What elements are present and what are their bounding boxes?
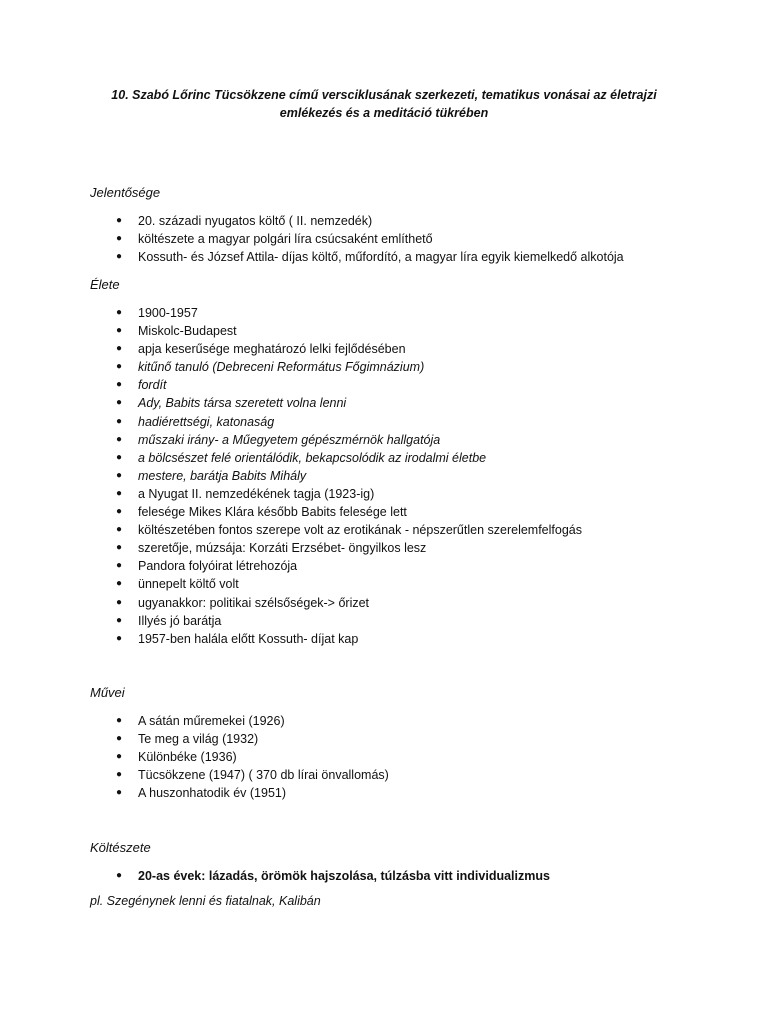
section-heading-muvei: Művei [90, 685, 125, 700]
list-item: ● Illyés jó barátja [0, 612, 582, 630]
list-item: ● kitűnő tanuló (Debreceni Református Főgimnázium) [0, 358, 582, 376]
list-item: ● 20. századi nyugatos költő ( II. nemzedék) [0, 212, 624, 230]
bullet-icon: ● [116, 787, 123, 799]
list-item: ● költészetében fontos szerepe volt az erotikának - népszerűtlen szerelemfelfogás [0, 521, 582, 539]
list-item: ● A sátán műremekei (1926) [0, 712, 389, 730]
bullet-icon: ● [116, 506, 123, 518]
bullet-icon: ● [116, 251, 123, 263]
bullet-icon: ● [116, 614, 123, 626]
section-heading-elete: Élete [90, 277, 120, 292]
bullet-icon: ● [116, 469, 123, 481]
bullet-icon: ● [116, 233, 123, 245]
bullet-icon: ● [116, 542, 123, 554]
list-item: ● ugyanakkor: politikai szélsőségek-> őrizet [0, 594, 582, 612]
bullet-icon: ● [116, 524, 123, 536]
bullet-icon: ● [116, 397, 123, 409]
title-line-2: emlékezés és a meditáció tükrében [279, 106, 489, 120]
bullet-icon: ● [116, 415, 123, 427]
bullet-icon: ● [116, 560, 123, 572]
list-item: ● Pandora folyóirat létrehozója [0, 557, 582, 575]
bullet-icon: ● [116, 361, 123, 373]
list-item: ● költészete a magyar polgári líra csúcsaként említhető [0, 230, 624, 248]
list-item: ● a bölcsészet felé orientálódik, bekapcsolódik az irodalmi életbe [0, 449, 582, 467]
list-item: ● Ady, Babits társa szeretett volna lenni [0, 394, 582, 412]
bullet-icon: ● [116, 433, 123, 445]
document-title [90, 86, 678, 122]
list-item: ● műszaki irány- a Műegyetem gépészmérnök hallgatója [0, 431, 582, 449]
bullet-icon: ● [116, 379, 123, 391]
list-item: ● 20-as évek: lázadás, örömök hajszolása, túlzásba vitt individualizmus [0, 867, 550, 885]
list-item: ● mestere, barátja Babits Mihály [0, 467, 582, 485]
bullet-icon: ● [116, 487, 123, 499]
title-line-1: 10. Szabó Lőrinc Tücsökzene című versciklusának szerkezeti, tematikus vonásai az életrajzi [111, 88, 657, 102]
list-item: ● Tücsökzene (1947) ( 370 db lírai önvallomás) [0, 766, 389, 784]
section-heading-kolteszete: Költészete [90, 840, 151, 855]
bullet-icon: ● [116, 715, 123, 726]
list-item: ● hadiérettségi, katonaság [0, 413, 582, 431]
bullet-icon: ● [116, 215, 123, 226]
muvei-list [0, 712, 389, 802]
list-item: ● 1957-ben halála előtt Kossuth- díjat kap [0, 630, 582, 648]
list-item: ● szeretője, múzsája: Korzáti Erzsébet- öngyilkos lesz [0, 539, 582, 557]
bullet-icon: ● [116, 769, 123, 781]
list-item: ● A huszonhatodik év (1951) [0, 784, 389, 802]
list-item: ● a Nyugat II. nemzedékének tagja (1923-ig) [0, 485, 582, 503]
bullet-icon: ● [116, 733, 123, 745]
list-item: ● Te meg a világ (1932) [0, 730, 389, 748]
bullet-icon: ● [116, 632, 123, 644]
list-item: ● Kossuth- és József Attila- díjas költő, műfordító, a magyar líra egyik kiemelkedő alkotója [0, 248, 624, 266]
elete-list [0, 304, 582, 648]
kolteszete-list [0, 867, 550, 885]
jelentosege-list [0, 212, 624, 266]
bullet-icon: ● [116, 451, 123, 463]
list-item: ● fordít [0, 376, 582, 394]
bullet-icon: ● [116, 596, 123, 608]
list-item: ● felesége Mikes Klára később Babits felesége lett [0, 503, 582, 521]
bullet-icon: ● [116, 343, 123, 355]
example-line: pl. Szegénynek lenni és fiatalnak, Kalibán [90, 894, 321, 908]
bullet-icon: ● [116, 578, 123, 590]
bullet-icon: ● [116, 751, 123, 763]
list-item: ● Miskolc-Budapest [0, 322, 582, 340]
list-item: ● ünnepelt költő volt [0, 575, 582, 593]
section-heading-jelentosege: Jelentősége [90, 185, 161, 200]
list-item: ● 1900-1957 [0, 304, 582, 322]
list-item: ● Különbéke (1936) [0, 748, 389, 766]
bullet-icon: ● [116, 307, 123, 318]
list-item: ● apja keserűsége meghatározó lelki fejlődésében [0, 340, 582, 358]
bullet-icon: ● [116, 870, 123, 881]
bullet-icon: ● [116, 325, 123, 337]
